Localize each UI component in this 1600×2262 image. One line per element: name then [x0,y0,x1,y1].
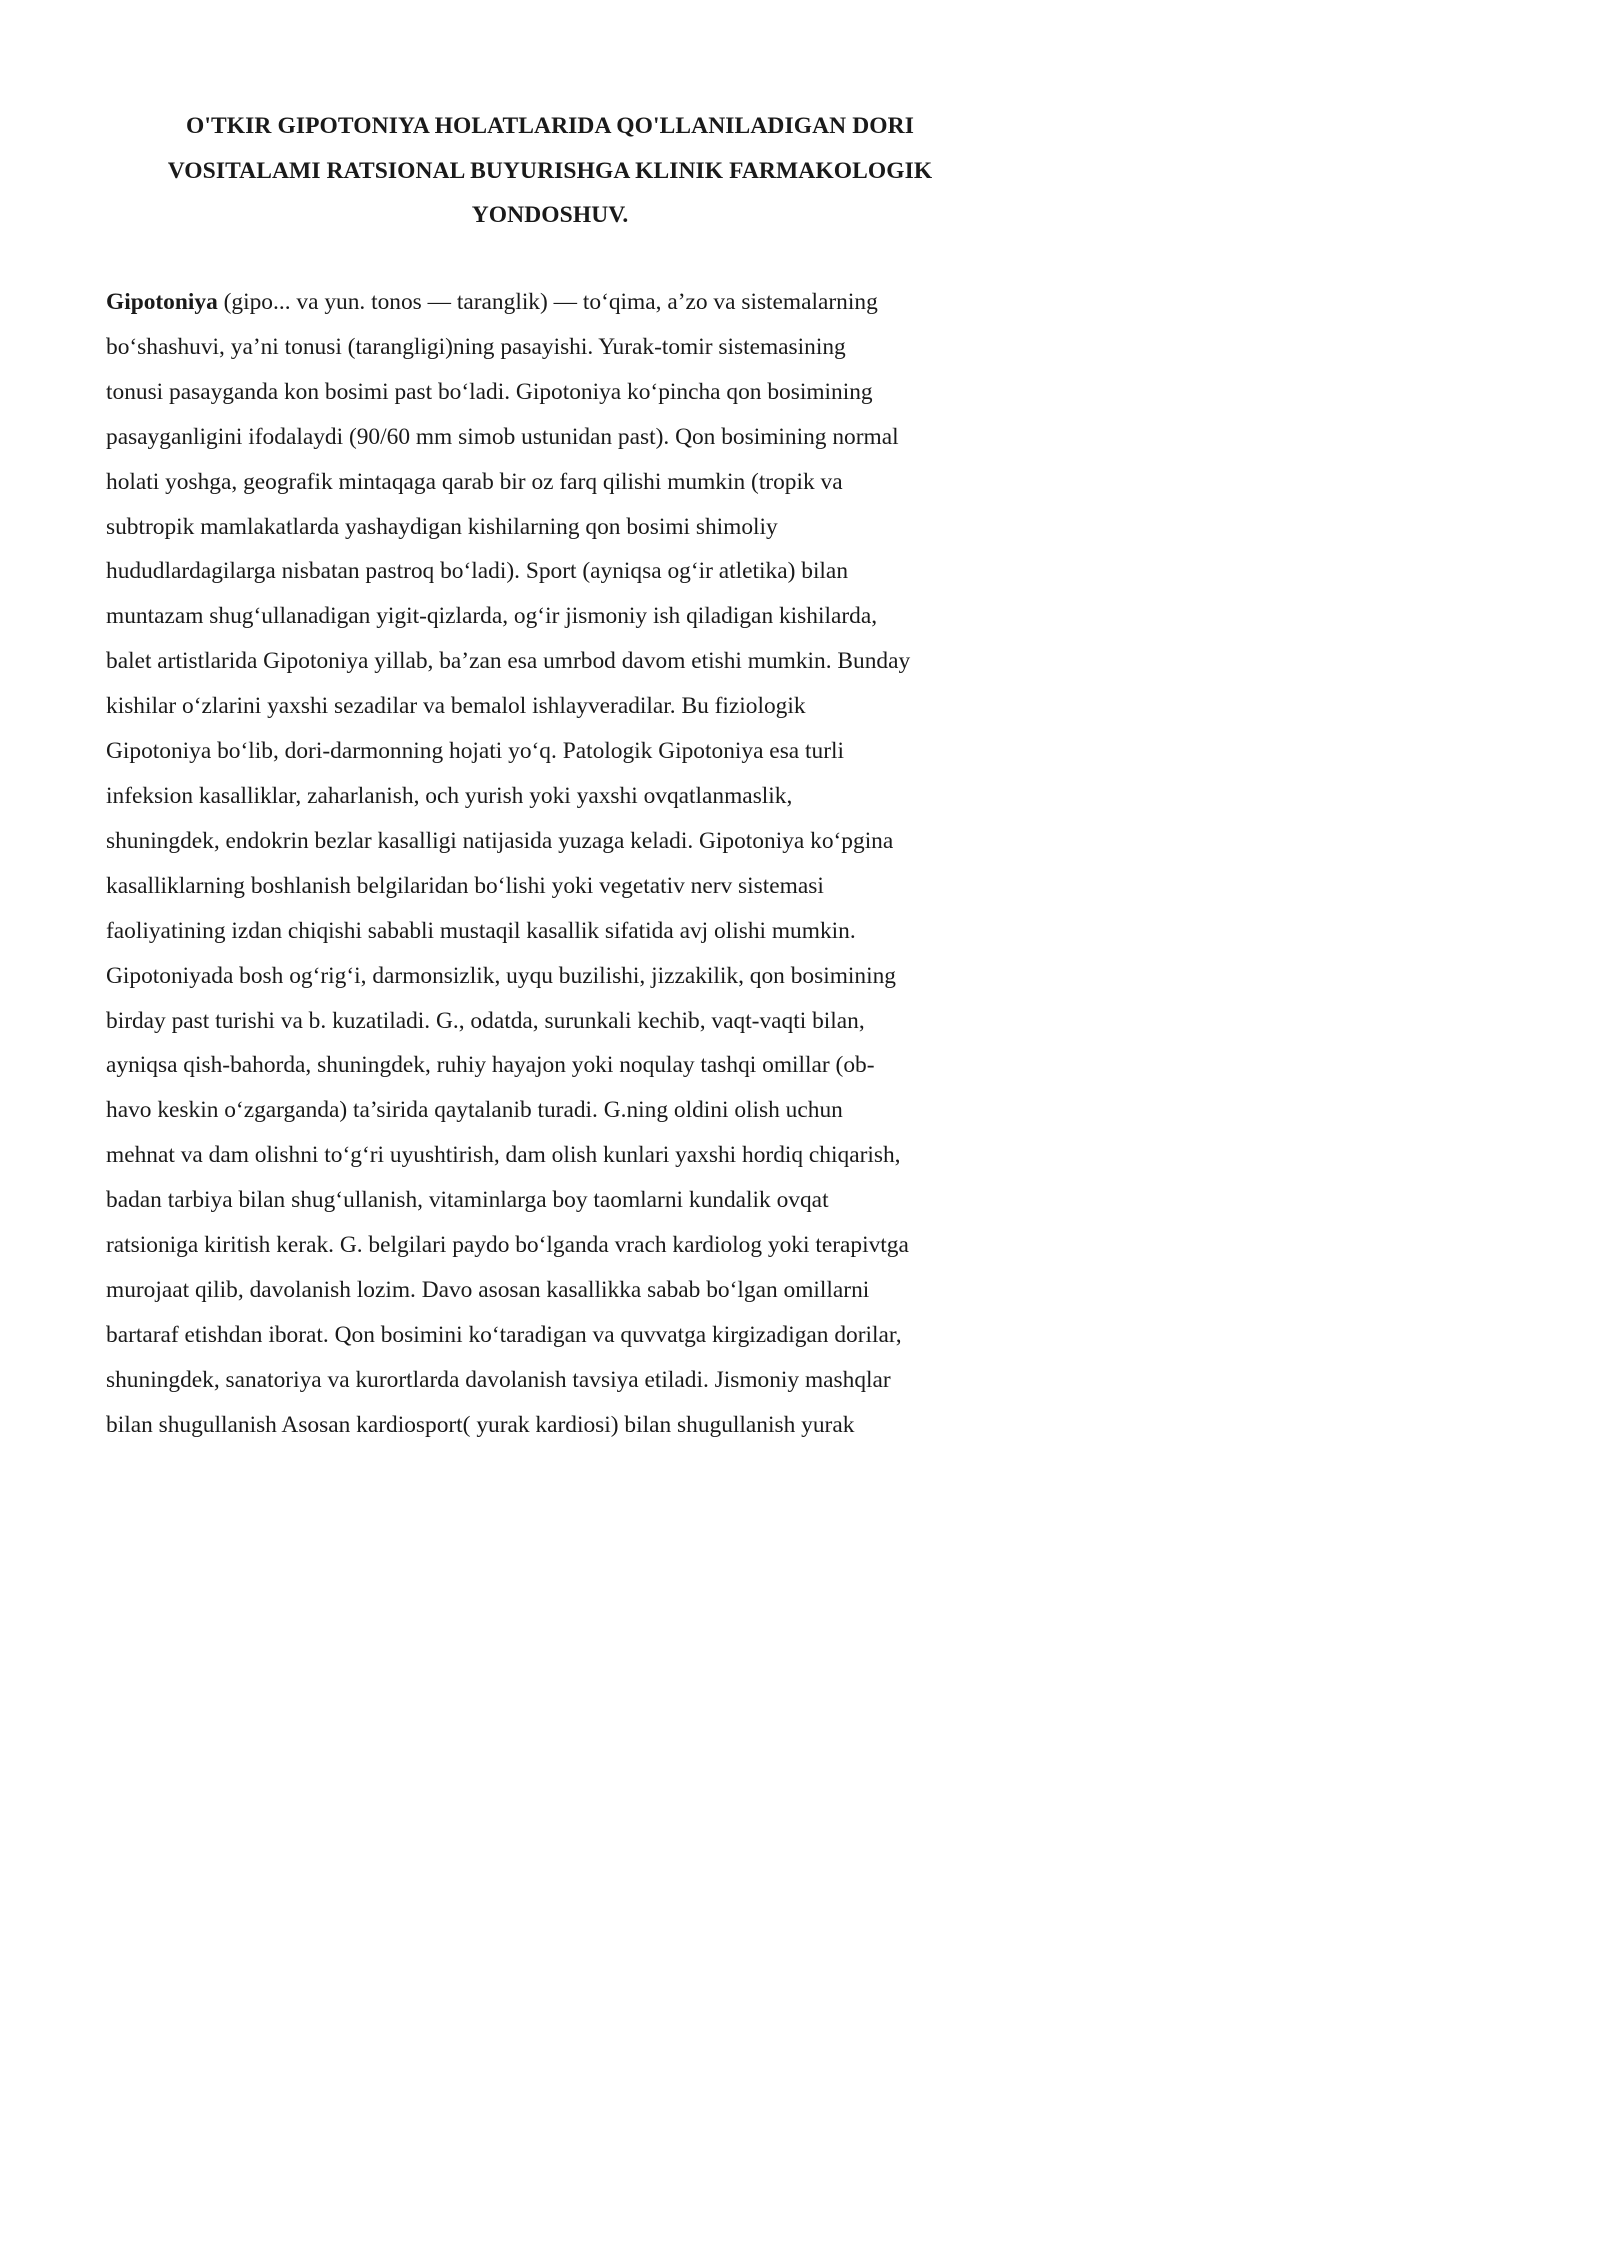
paragraph-line: kasalliklarning boshlanish belgilaridan bo‘lishi yoki vegetativ nerv sistemasi [106,872,824,899]
paragraph-line: Gipotoniyada bosh og‘rig‘i, darmonsizlik, uyqu buzilishi, jizzakilik, qon bosimining [106,962,896,989]
lead-term: Gipotoniya [106,289,218,315]
title-line: VOSITALAMI RATSIONAL BUYURISHGA KLINIK FARMAKOLOGIK [167,157,933,184]
paragraph-line: mehnat va dam olishni to‘g‘ri uyushtirish, dam olish kunlari yaxshi hordiq chiqarish, [106,1142,901,1169]
paragraph-line: hududlardagilarga nisbatan pastroq bo‘ladi). Sport (ayniqsa og‘ir atletika) bilan [106,558,849,585]
paragraph-line: badan tarbiya bilan shug‘ullanish, vitaminlarga boy taomlarni kundalik ovqat [106,1187,829,1214]
paragraph-line: muntazam shug‘ullanadigan yigit-qizlarda, og‘ir jismoniy ish qiladigan kishilarda, [106,603,878,630]
paragraph-line: murojaat qilib, davolanish lozim. Davo asosan kasallikka sabab bo‘lgan omillarni [106,1276,870,1303]
paragraph-line: tonusi pasayganda kon bosimi past bo‘ladi. Gipotoniya ko‘pincha qon bosimining [106,378,873,405]
paragraph-line: shuningdek, endokrin bezlar kasalligi natijasida yuzaga keladi. Gipotoniya ko‘pgina [106,827,894,854]
paragraph-line: infeksion kasalliklar, zaharlanish, och yurish yoki yaxshi ovqatlanmaslik, [106,782,793,809]
paragraph-line: birday past turishi va b. kuzatiladi. G., odatda, surunkali kechib, vaqt-vaqti bilan, [106,1007,865,1034]
paragraph-line: kishilar o‘zlarini yaxshi sezadilar va bemalol ishlayveradilar. Bu fiziologik [106,693,806,720]
paragraph-line [106,280,1016,325]
paragraph-line: bartaraf etishdan iborat. Qon bosimini ko‘taradigan va quvvatga kirgizadigan dorilar, [106,1321,902,1348]
paragraph-line: bo‘shashuvi, ya’ni tonusi (tarangligi)ning pasayishi. Yurak-tomir sistemasining [106,333,846,360]
paragraph-line: bilan shugullanish Asosan kardiosport( yurak kardiosi) bilan shugullanish yurak [106,1411,855,1438]
paragraph-line: holati yoshga, geografik mintaqaga qarab bir oz farq qilishi mumkin (tropik va [106,468,843,495]
first-line-text: (gipo... va yun. tonos — taranglik) — to‘qima, a’zo va sistemalarning [217,289,878,315]
document-page [0,0,1100,1556]
paragraph-line: ayniqsa qish-bahorda, shuningdek, ruhiy hayajon yoki noqulay tashqi omillar (ob- [106,1052,875,1079]
paragraph-line: subtropik mamlakatlarda yashaydigan kishilarning qon bosimi shimoliy [106,513,778,540]
paragraph-line: faoliyatining izdan chiqishi sababli mustaqil kasallik sifatida avj olishi mumkin. [106,917,856,944]
title-line: O'TKIR GIPOTONIYA HOLATLARIDA QO'LLANILADIGAN DORI [186,113,914,139]
title-line: YONDOSHUV. [471,202,629,228]
paragraph-line: ratsioniga kiritish kerak. G. belgilari paydo bo‘lganda vrach kardiolog yoki terapivtga [106,1232,909,1259]
document-title [100,104,1000,238]
paragraph-line: pasayganligini ifodalaydi (90/60 mm simob ustunidan past). Qon bosimining normal [106,423,899,450]
paragraph-line: havo keskin o‘zgarganda) ta’sirida qaytalanib turadi. G.ning oldini olish uchun [106,1097,843,1124]
paragraph-line: balet artistlarida Gipotoniya yillab, ba’zan esa umrbod davom etishi mumkin. Bunday [106,648,911,675]
paragraph-line: shuningdek, sanatoriya va kurortlarda davolanish tavsiya etiladi. Jismoniy mashqlar [106,1366,891,1393]
paragraph-line: Gipotoniya bo‘lib, dori-darmonning hojati yo‘q. Patologik Gipotoniya esa turli [106,738,845,765]
body-paragraph [106,280,1016,1448]
